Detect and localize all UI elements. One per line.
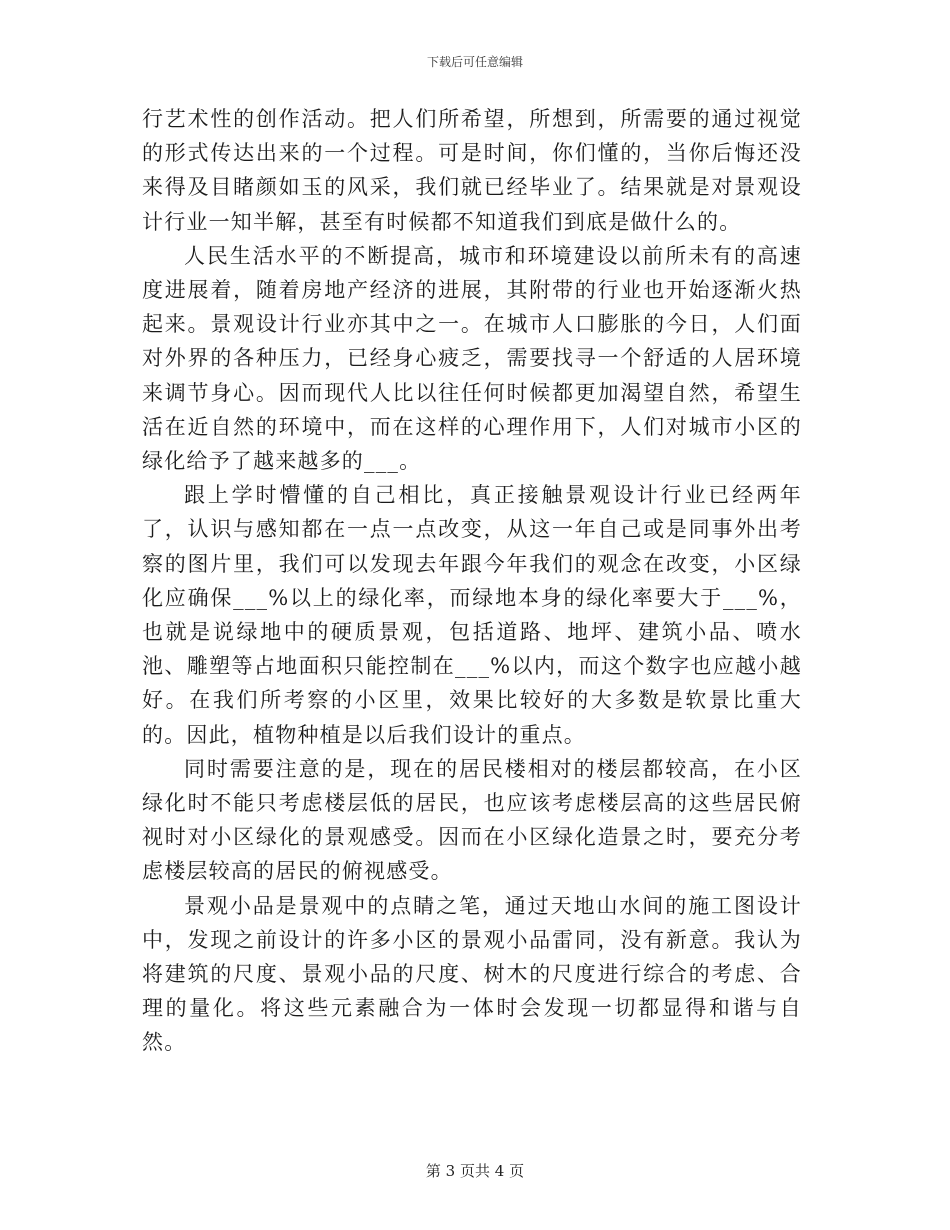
page-header: 下载后可任意编辑 bbox=[426, 55, 523, 69]
paragraph: 景观小品是景观中的点睛之笔，通过天地山水间的施工图设计中，发现之前设计的许多小区的景观小品雷同，没有新意。我认为将建筑的尺度、景观小品的尺度、树木的尺度进行综合的考虑、合理的量化。将这些元素融合为一体时会发现一切都显得和谐与自然。 bbox=[142, 893, 802, 1055]
paragraph: 人民生活水平的不断提高，城市和环境建设以前所未有的高速度进展着，随着房地产经济的进展，其附带的行业也开始逐渐火热起来。景观设计行业亦其中之一。在城市人口膨胀的今日，人们面对外界的各种压力，已经身心疲乏，需要找寻一个舒适的人居环境来调节身心。因而现代人比以往任何时候都更加渴望自然，希望生活在近自然的环境中，而在这样的心理作用下，人们对城市小区的绿化给予了越来越多的___。 bbox=[142, 243, 802, 474]
paragraph-continued: 行艺术性的创作活动。把人们所希望，所想到，所需要的通过视觉的形式传达出来的一个过程。可是时间，你们懂的，当你后悔还没来得及目睹颜如玉的风采，我们就已经毕业了。结果就是对景观设计行业一知半解，甚至有时候都不知道我们到底是做什么的。 bbox=[142, 107, 802, 234]
paragraph: 同时需要注意的是，现在的居民楼相对的楼层都较高，在小区绿化时不能只考虑楼层低的居民，也应该考虑楼层高的这些居民俯视时对小区绿化的景观感受。因而在小区绿化造景之时，要充分考虑楼层较高的居民的俯视感受。 bbox=[142, 756, 802, 884]
document-body bbox=[142, 102, 802, 1060]
page-footer: 第 3 页共 4 页 bbox=[425, 1162, 525, 1180]
paragraph: 跟上学时懵懂的自己相比，真正接触景观设计行业已经两年了，认识与感知都在一点一点改变，从这一年自己或是同事外出考察的图片里，我们可以发现去年跟今年我们的观念在改变，小区绿化应确保___%以上的绿化率，而绿地本身的绿化率要大于___%，也就是说绿地中的硬质景观，包括道路、地坪、建筑小品、喷水池、雕塑等占地面积只能控制在___%以内，而这个数字也应越小越好。在我们所考察的小区里，效果比较好的大多数是软景比重大的。因此，植物种植是以后我们设计的重点。 bbox=[142, 483, 802, 747]
